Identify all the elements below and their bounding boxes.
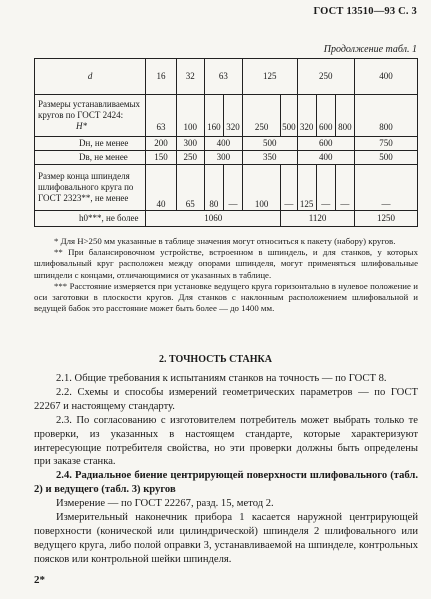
- table-row: Dн, не менее 200 300 400 500 600 750: [35, 137, 418, 151]
- d-value: 250: [297, 59, 354, 95]
- page-number: 2*: [34, 574, 45, 586]
- standard-reference: ГОСТ 13510—93 С. 3: [313, 6, 417, 17]
- dimensions-table: [34, 58, 418, 227]
- d-value: 63: [204, 59, 242, 95]
- table-header-row: [35, 59, 418, 95]
- paragraph: Измерение — по ГОСТ 22267, разд. 15, метод 2.: [56, 498, 274, 510]
- section-title: 2. ТОЧНОСТЬ СТАНКА: [159, 354, 272, 365]
- paragraph: 2.2. Схемы и способы измерений геометрических параметров — по ГОСТ 22267 и настоящему стандарту.: [34, 386, 418, 412]
- d-value: 16: [146, 59, 176, 95]
- d-value: 400: [354, 59, 417, 95]
- d-value: 125: [243, 59, 298, 95]
- paragraph: 2.3. По согласованию с изготовителем потребитель может выбрать только те проверки, из указанных в настоящем стандарте, которые характеризуют интересующие потребителя свойства, но эти проверки должны быть определены при заказе станка.: [34, 414, 418, 468]
- row-label-h: Размеры устанавливаемых кругов по ГОСТ 2424: H*: [35, 95, 146, 137]
- footnote: ** При балансировочном устройстве, встроенном в шпиндель, и для станков, у которых шлифовальный круг расположен между опорами шпинделя, могут применяться шлифовальные шпиндели с концами, отличающимися от указанных в таблице.: [34, 247, 418, 280]
- paragraph: Измерительный наконечник прибора 1 касается наружной центрирующей поверхности (конической или цилиндрической) шпинделя 2 шлифовального или ведущего круга, либо полой оправки 3, устанавливаемой на шпинделе, контрольных поясков или контрольной шейки шпинделя.: [34, 512, 418, 565]
- footnote: *** Расстояние измеряется при установке ведущего круга горизонтально в нулевое положение и оси заготовки в плоскости кругов. Для станков с наклонным расположением шлифовальной и ведущей бабок это расстояние может быть более — до 1400 мм.: [34, 280, 418, 314]
- table-row: Dв, не менее 150 250 300 350 400 500: [35, 151, 418, 165]
- table-continuation-caption: Продолжение табл. 1: [323, 44, 417, 55]
- header-d-cell: d: [35, 59, 146, 95]
- table-row: Размер конца шпинделя шлифовального круга по ГОСТ 2323**, не менее 40 65 80 — 100 — 125 — — —: [35, 165, 418, 211]
- table-row: Размеры устанавливаемых кругов по ГОСТ 2424: H* 63 100 160 320 250 500 320 600 800 800: [35, 95, 418, 137]
- footnotes: [34, 236, 418, 314]
- body-text: [34, 372, 418, 567]
- table-row: h0***, не более 1060 1120 1250: [35, 211, 418, 227]
- paragraph: 2.1. Общие требования к испытаниям станков на точность — по ГОСТ 8.: [56, 373, 387, 384]
- d-value: 32: [176, 59, 204, 95]
- paragraph-heading: 2.4. Радиальное биение центрирующей поверхности шлифовального (табл. 2) и ведущего (табл. 3) кругов: [34, 470, 418, 496]
- footnote: * Для H>250 мм указанные в таблице значения могут относиться к пакету (набору) кругов.: [54, 236, 396, 246]
